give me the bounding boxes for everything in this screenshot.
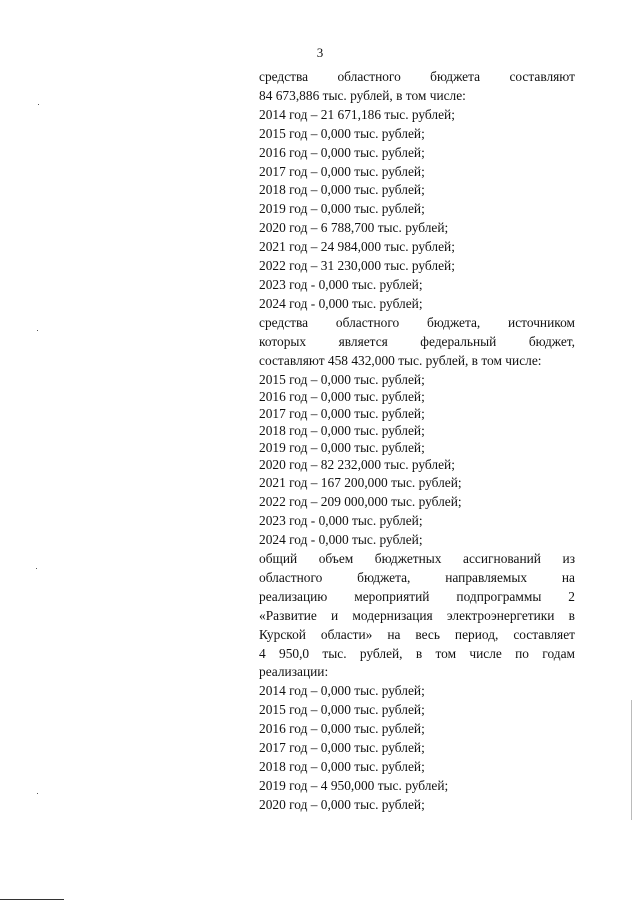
subprogram-year-line: 2020 год – 0,000 тыс. рублей; xyxy=(259,796,425,812)
federal-year-line: 2018 год – 0,000 тыс. рублей; xyxy=(259,422,425,438)
federal-intro-line: которых является федеральный бюджет, xyxy=(259,333,575,349)
federal-year-line: 2016 год – 0,000 тыс. рублей; xyxy=(259,388,425,404)
federal-year-line: 2019 год – 0,000 тыс. рублей; xyxy=(259,439,425,455)
regional-year-line: 2014 год – 21 671,186 тыс. рублей; xyxy=(259,106,455,122)
regional-year-line: 2018 год – 0,000 тыс. рублей; xyxy=(259,182,425,198)
federal-year-list xyxy=(259,371,575,456)
federal-year-line: 2020 год – 82 232,000 тыс. рублей; xyxy=(259,456,455,472)
subprogram-intro-line: Курской области» на весь период, составляет xyxy=(259,626,575,642)
regional-year-line: 2021 год – 24 984,000 тыс. рублей; xyxy=(259,239,455,255)
subprogram-intro-line: общий объем бюджетных ассигнований из xyxy=(259,551,575,567)
subprogram-year-line: 2018 год – 0,000 тыс. рублей; xyxy=(259,759,425,774)
regional-total-line: 84 673,886 тыс. рублей, в том числе: xyxy=(259,87,466,103)
regional-year-line: 2023 год - 0,000 тыс. рублей; xyxy=(259,276,423,292)
subprogram-intro-line: 4 950,0 тыс. рублей, в том числе по годам xyxy=(259,645,575,661)
regional-year-line: 2022 год – 31 230,000 тыс. рублей; xyxy=(259,258,455,274)
subprogram-year-line: 2016 год – 0,000 тыс. рублей; xyxy=(259,721,425,737)
subprogram-intro-line: реализации: xyxy=(259,664,329,680)
page-number: 3 xyxy=(316,45,324,60)
document-body xyxy=(259,68,575,815)
regional-year-line: 2020 год – 6 788,700 тыс. рублей; xyxy=(259,220,449,236)
bottom-scan-rule xyxy=(0,899,64,900)
federal-year-line: 2021 год – 167 200,000 тыс. рублей; xyxy=(259,475,462,491)
federal-year-line: 2015 год – 0,000 тыс. рублей; xyxy=(259,371,425,387)
subprogram-year-line: 2017 год – 0,000 тыс. рублей; xyxy=(259,740,425,756)
regional-year-line: 2017 год – 0,000 тыс. рублей; xyxy=(259,163,425,179)
subprogram-year-line: 2019 год – 4 950,000 тыс. рублей; xyxy=(259,777,449,793)
federal-year-line: 2023 год - 0,000 тыс. рублей; xyxy=(259,513,423,529)
subprogram-intro-line: «Развитие и модернизация электроэнергетики в xyxy=(259,607,575,623)
regional-year-line: 2019 год – 0,000 тыс. рублей; xyxy=(259,201,425,217)
federal-year-line: 2017 год – 0,000 тыс. рублей; xyxy=(259,405,425,421)
regional-year-line: 2024 год - 0,000 тыс. рублей; xyxy=(259,295,423,311)
scan-mark xyxy=(38,104,39,105)
scan-mark xyxy=(37,330,38,331)
subprogram-year-line: 2014 год – 0,000 тыс. рублей; xyxy=(259,683,425,699)
federal-intro-line: средства областного бюджета, источником xyxy=(259,314,575,330)
regional-year-line: 2016 год – 0,000 тыс. рублей; xyxy=(259,144,425,160)
subprogram-intro-line: реализацию мероприятий подпрограммы 2 xyxy=(259,588,575,604)
scan-mark xyxy=(36,568,37,569)
regional-year-line: 2015 год – 0,000 тыс. рублей; xyxy=(259,125,425,141)
subprogram-intro-line: областного бюджета, направляемых на xyxy=(259,569,575,585)
scan-mark xyxy=(631,700,632,820)
regional-intro-line: средства областного бюджета составляют xyxy=(259,69,575,84)
subprogram-year-line: 2015 год – 0,000 тыс. рублей; xyxy=(259,702,425,718)
federal-year-line: 2024 год - 0,000 тыс. рублей; xyxy=(259,532,423,548)
federal-total-line: составляют 458 432,000 тыс. рублей, в том числе: xyxy=(259,352,542,368)
federal-year-line: 2022 год – 209 000,000 тыс. рублей; xyxy=(259,494,462,510)
scan-mark xyxy=(37,793,38,794)
